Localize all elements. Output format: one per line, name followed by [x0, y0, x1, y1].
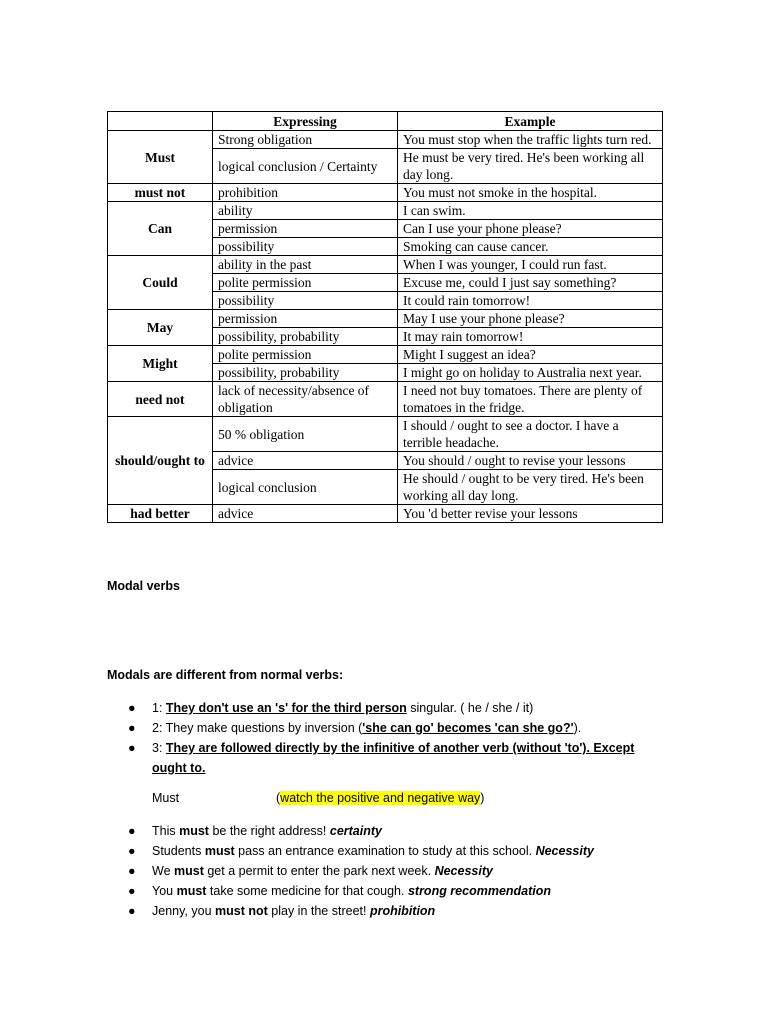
example-text: Jenny, you: [152, 904, 216, 918]
example-text: play in the street!: [267, 904, 370, 918]
example-modal: must: [176, 884, 207, 898]
rule-emphasis: 'she can go' becomes 'can she go?': [362, 721, 574, 735]
modal-cell: Can: [108, 202, 213, 256]
table-row: [108, 346, 663, 364]
expressing-cell: prohibition: [213, 184, 398, 202]
bullet-icon: ●: [128, 721, 136, 735]
expressing-cell: possibility: [213, 292, 398, 310]
modal-cell: had better: [108, 505, 213, 523]
expressing-cell: possibility: [213, 238, 398, 256]
expressing-cell: ability: [213, 202, 398, 220]
table-row: [108, 310, 663, 328]
modal-cell: must not: [108, 184, 213, 202]
example-text: Students: [152, 844, 205, 858]
list-item: [128, 841, 688, 861]
expressing-cell: polite permission: [213, 346, 398, 364]
expressing-cell: 50 % obligation: [213, 417, 398, 452]
example-modal: must not: [215, 904, 268, 918]
example-label: strong recommendation: [407, 884, 552, 898]
example-cell: When I was younger, I could run fast.: [398, 256, 663, 274]
table-row: [108, 505, 663, 523]
example-cell: It could rain tomorrow!: [398, 292, 663, 310]
table-row: [108, 256, 663, 274]
example-label: Necessity: [434, 864, 493, 878]
example-cell: Might I suggest an idea?: [398, 346, 663, 364]
example-cell: He should / ought to be very tired. He's been working all day long.: [398, 470, 663, 505]
example-text: This: [152, 824, 180, 838]
example-cell: You should / ought to revise your lessons: [398, 452, 663, 470]
list-item: [128, 861, 688, 881]
example-cell: I should / ought to see a doctor. I have a terrible headache.: [398, 417, 663, 452]
example-text: pass an entrance examination to study at this school.: [234, 844, 536, 858]
paren-close: ): [480, 791, 485, 805]
must-note: [276, 791, 484, 805]
header-expressing: Expressing: [213, 112, 398, 131]
bullet-icon: ●: [128, 824, 136, 838]
bullet-icon: ●: [128, 864, 136, 878]
list-item: [128, 821, 688, 841]
example-cell: You must not smoke in the hospital.: [398, 184, 663, 202]
must-word: Must: [152, 791, 180, 805]
examples-list: [128, 821, 688, 921]
example-modal: must: [204, 844, 235, 858]
modal-cell: Could: [108, 256, 213, 310]
rule-text: 3:: [152, 741, 166, 755]
example-cell: You must stop when the traffic lights turn red.: [398, 131, 663, 149]
table-header-row: [108, 112, 663, 131]
example-label: prohibition: [369, 904, 436, 918]
example-text: get a permit to enter the park next week.: [203, 864, 435, 878]
table-row: [108, 202, 663, 220]
expressing-cell: advice: [213, 452, 398, 470]
expressing-cell: permission: [213, 310, 398, 328]
bullet-icon: ●: [128, 844, 136, 858]
table-row: [108, 131, 663, 149]
modal-cell: should/ought to: [108, 417, 213, 505]
paren-open: (: [276, 791, 281, 805]
example-cell: You 'd better revise your lessons: [398, 505, 663, 523]
list-item: [128, 738, 648, 778]
expressing-cell: logical conclusion / Certainty: [213, 149, 398, 184]
rules-list: [128, 698, 648, 778]
expressing-cell: permission: [213, 220, 398, 238]
expressing-cell: possibility, probability: [213, 364, 398, 382]
expressing-cell: Strong obligation: [213, 131, 398, 149]
header-modal: [108, 112, 213, 131]
example-modal: must: [179, 824, 209, 838]
modal-verbs-table: [107, 111, 663, 523]
example-cell: I might go on holiday to Australia next year.: [398, 364, 663, 382]
rule-text: 1:: [152, 701, 166, 715]
list-item: [128, 881, 688, 901]
modal-cell: May: [108, 310, 213, 346]
section-heading: Modals are different from normal verbs:: [107, 668, 344, 682]
example-cell: Smoking can cause cancer.: [398, 238, 663, 256]
example-cell: Excuse me, could I just say something?: [398, 274, 663, 292]
example-cell: Can I use your phone please?: [398, 220, 663, 238]
list-item: [128, 718, 648, 738]
bullet-icon: ●: [128, 701, 136, 715]
header-example: Example: [398, 112, 663, 131]
rule-text: 2: They make questions by inversion (: [152, 721, 363, 735]
expressing-cell: ability in the past: [213, 256, 398, 274]
modal-cell: Might: [108, 346, 213, 382]
rule-text: singular. ( he / she / it): [406, 701, 534, 715]
expressing-cell: advice: [213, 505, 398, 523]
rule-emphasis: They don't use an 's' for the third person: [165, 701, 407, 715]
table-row: [108, 184, 663, 202]
example-text: We: [152, 864, 174, 878]
example-cell: I can swim.: [398, 202, 663, 220]
expressing-cell: possibility, probability: [213, 328, 398, 346]
table-row: [108, 417, 663, 452]
list-item: [128, 698, 648, 718]
example-text: You: [152, 884, 177, 898]
example-label: certainty: [329, 824, 382, 838]
example-label: Necessity: [535, 844, 594, 858]
example-cell: I need not buy tomatoes. There are plenty of tomatoes in the fridge.: [398, 382, 663, 417]
example-text: take some medicine for that cough.: [206, 884, 408, 898]
table-row: [108, 382, 663, 417]
rule-text: ).: [573, 721, 582, 735]
example-modal: must: [174, 864, 204, 878]
example-cell: May I use your phone please?: [398, 310, 663, 328]
bullet-icon: ●: [128, 741, 136, 755]
example-text: be the right address!: [208, 824, 330, 838]
expressing-cell: lack of necessity/absence of obligation: [213, 382, 398, 417]
highlighted-note: watch the positive and negative way: [280, 791, 481, 805]
modal-cell: need not: [108, 382, 213, 417]
expressing-cell: polite permission: [213, 274, 398, 292]
rule-emphasis: They are followed directly by the infinitive of another verb (without 'to'). Except ought to.: [152, 741, 635, 775]
modal-cell: Must: [108, 131, 213, 184]
example-cell: It may rain tomorrow!: [398, 328, 663, 346]
bullet-icon: ●: [128, 884, 136, 898]
expressing-cell: logical conclusion: [213, 470, 398, 505]
table-caption: Modal verbs: [107, 579, 180, 593]
table-body: [108, 131, 663, 523]
bullet-icon: ●: [128, 904, 136, 918]
example-cell: He must be very tired. He's been working all day long.: [398, 149, 663, 184]
list-item: [128, 901, 688, 921]
